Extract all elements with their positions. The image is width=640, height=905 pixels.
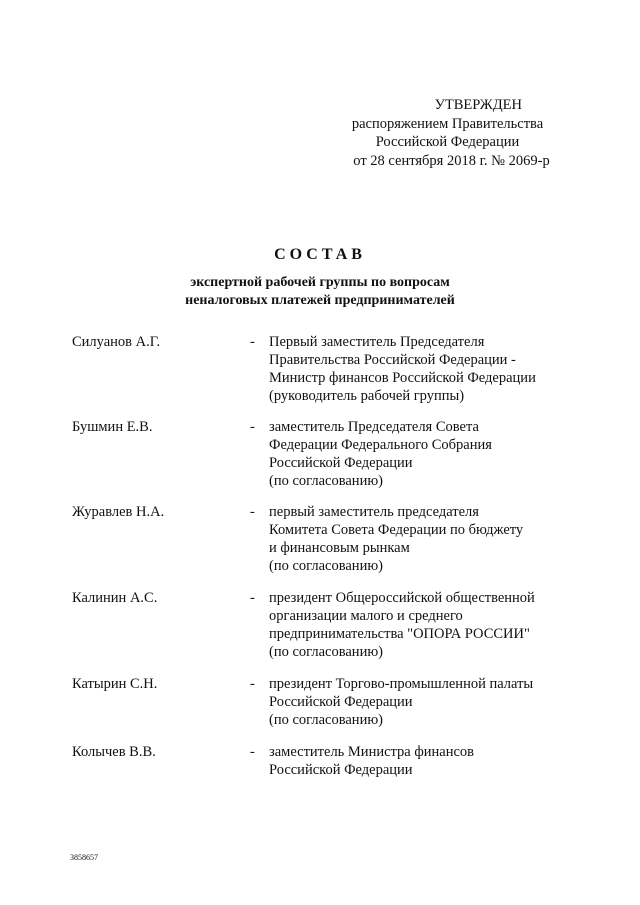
member-entry-zhuravlev — [72, 503, 572, 589]
member-role-line: Российской Федерации — [269, 694, 413, 710]
approval-date-line: от 28 сентября 2018 г. № 2069-р — [353, 152, 550, 169]
member-role — [269, 418, 569, 490]
member-entry-kolychev — [72, 743, 572, 783]
member-name: Бушмин Е.В. — [72, 419, 153, 435]
member-name: Катырин С.Н. — [72, 676, 158, 692]
member-role — [269, 503, 569, 575]
member-entry-bushmin — [72, 418, 572, 503]
member-dash: - — [250, 419, 255, 435]
member-role-line: Первый заместитель Председателя — [269, 334, 485, 350]
member-role-line: Правительства Российской Федерации - — [269, 352, 516, 368]
member-role-line: (по согласованию) — [269, 712, 383, 728]
document-number: 3858657 — [70, 853, 98, 862]
member-role-line: президент Торгово-промышленной палаты — [269, 676, 534, 692]
subtitle-line-1: экспертной рабочей группы по вопросам — [190, 275, 450, 290]
member-role-line: и финансовым рынкам — [269, 540, 410, 556]
member-entry-katyrin — [72, 675, 572, 743]
member-role-line: первый заместитель председателя — [269, 504, 479, 520]
member-role-line: организации малого и среднего — [269, 608, 463, 624]
member-role — [269, 743, 569, 779]
member-role-line: (руководитель рабочей группы) — [269, 388, 465, 404]
member-dash: - — [250, 504, 255, 520]
approval-line-2: Российской Федерации — [375, 134, 520, 150]
member-role-line: Российской Федерации — [269, 762, 413, 778]
member-role-line: (по согласованию) — [269, 644, 383, 660]
member-entry-kalinin — [72, 589, 572, 675]
member-name: Колычев В.В. — [72, 744, 156, 760]
member-role-line: (по согласованию) — [269, 558, 383, 574]
member-name: Силуанов А.Г. — [72, 334, 161, 350]
member-role — [269, 589, 569, 661]
member-role-line: предпринимательства "ОПОРА РОССИИ" — [269, 626, 530, 642]
member-entry-siluanov — [72, 333, 572, 418]
member-name: Журавлев Н.А. — [72, 504, 165, 520]
subtitle-line-2: неналоговых платежей предпринимателей — [185, 293, 455, 308]
document-subtitle — [0, 274, 640, 310]
approval-line-1: распоряжением Правительства — [351, 115, 544, 132]
approval-block — [330, 96, 565, 170]
member-role-line: Министр финансов Российской Федерации — [269, 370, 536, 386]
member-dash: - — [250, 334, 255, 350]
members-list — [72, 333, 572, 783]
member-dash: - — [250, 744, 255, 760]
member-role-line: заместитель Министра финансов — [269, 744, 474, 760]
member-dash: - — [250, 590, 255, 606]
approval-title: УТВЕРЖДЕН — [434, 97, 522, 113]
member-role — [269, 675, 569, 729]
member-role-line: (по согласованию) — [269, 473, 383, 489]
member-role-line: Российской Федерации — [269, 455, 413, 471]
member-role — [269, 333, 569, 405]
member-role-line: Федерации Федерального Собрания — [269, 437, 492, 453]
member-role-line: президент Общероссийской общественной — [269, 590, 535, 606]
document-title: СОСТАВ — [274, 246, 366, 263]
member-dash: - — [250, 676, 255, 692]
member-name: Калинин А.С. — [72, 590, 158, 606]
member-role-line: Комитета Совета Федерации по бюджету — [269, 522, 524, 538]
member-role-line: заместитель Председателя Совета — [269, 419, 479, 435]
